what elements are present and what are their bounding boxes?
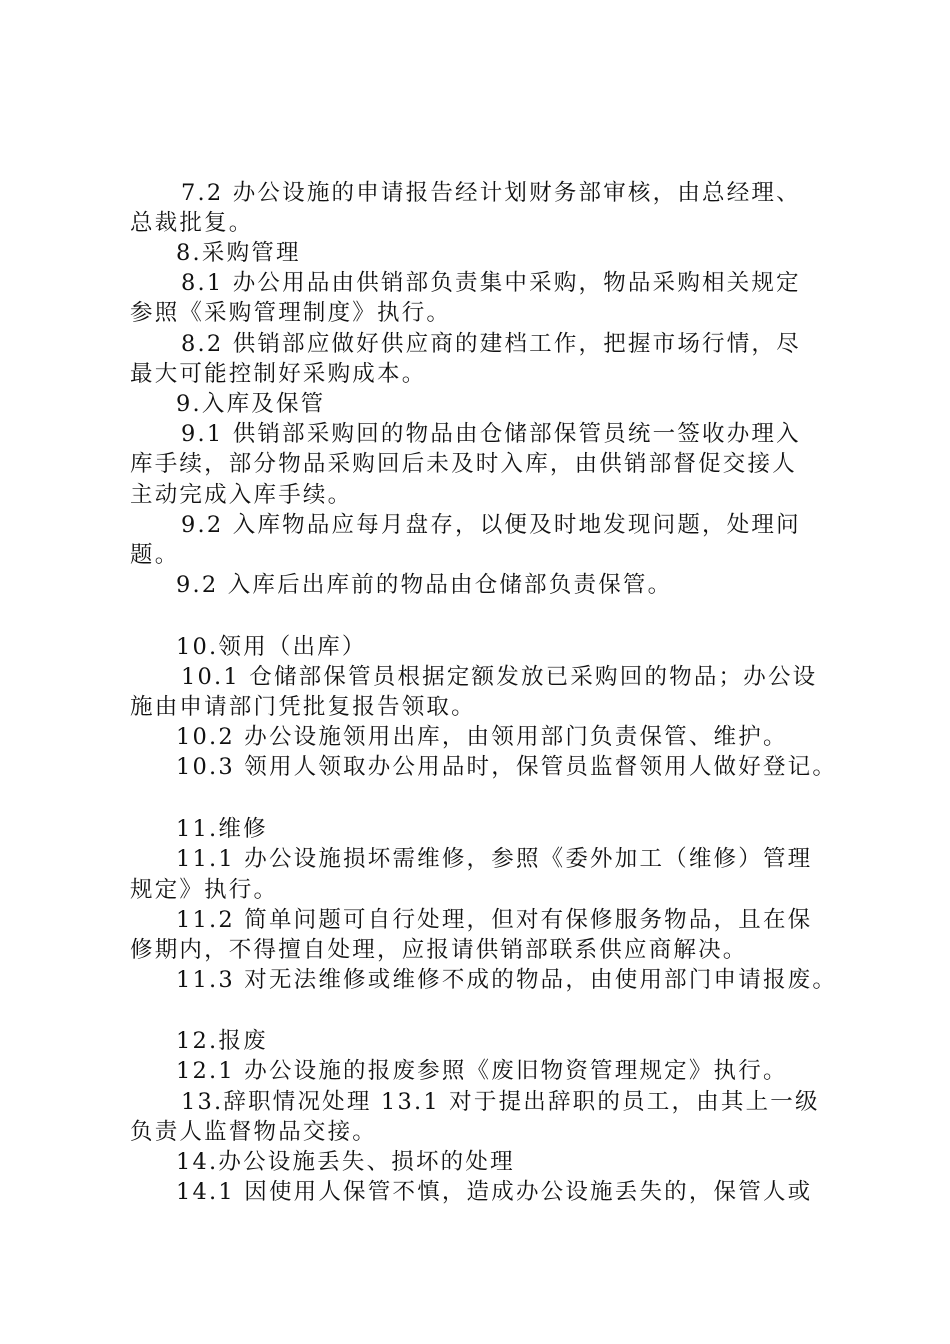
section-heading: 8.采购管理	[176, 240, 301, 266]
text-line: 施由申请部门凭批复报告领取。	[130, 694, 476, 720]
text-line: 12.1 办公设施的报废参照《废旧物资管理规定》执行。	[176, 1058, 788, 1084]
text-line: 9.2 入库物品应每月盘存，以便及时地发现问题，处理问	[181, 512, 801, 538]
text-line: 11.2 简单问题可自行处理，但对有保修服务物品，且在保	[176, 907, 813, 933]
text-line: 7.2 办公设施的申请报告经计划财务部审核，由总经理、	[181, 180, 801, 206]
text-line: 8.1 办公用品由供销部负责集中采购，物品采购相关规定	[181, 270, 801, 296]
text-line: 负责人监督物品交接。	[130, 1119, 378, 1145]
section-heading: 14.办公设施丢失、损坏的处理	[176, 1149, 515, 1175]
text-line: 14.1 因使用人保管不慎，造成办公设施丢失的，保管人或	[176, 1179, 813, 1205]
text-line: 修期内，不得擅自处理，应报请供销部联系供应商解决。	[130, 937, 748, 963]
text-line: 主动完成入库手续。	[130, 482, 353, 508]
text-line: 11.1 办公设施损坏需维修，参照《委外加工（维修）管理	[176, 846, 813, 872]
section-heading: 11.维修	[176, 816, 268, 842]
text-line: 9.2 入库后出库前的物品由仓储部负责保管。	[176, 572, 673, 598]
text-line: 最大可能控制好采购成本。	[130, 361, 427, 387]
text-line: 总裁批复。	[130, 210, 254, 236]
section-heading: 12.报废	[176, 1028, 268, 1054]
text-line: 10.2 办公设施领用出库，由领用部门负责保管、维护。	[176, 724, 788, 750]
text-line: 库手续，部分物品采购回后未及时入库，由供销部督促交接人	[130, 451, 797, 477]
text-line: 10.3 领用人领取办公用品时，保管员监督领用人做好登记。	[176, 754, 838, 780]
text-line: 参照《采购管理制度》执行。	[130, 300, 452, 326]
text-line: 题。	[130, 542, 180, 568]
text-line: 8.2 供销部应做好供应商的建档工作，把握市场行情，尽	[181, 331, 801, 357]
section-heading: 10.领用（出库）	[176, 634, 367, 660]
text-line: 9.1 供销部采购回的物品由仓储部保管员统一签收办理入	[181, 421, 801, 447]
text-line: 10.1 仓储部保管员根据定额发放已采购回的物品；办公设	[181, 664, 818, 690]
text-line: 13.辞职情况处理 13.1 对于提出辞职的员工，由其上一级	[181, 1089, 820, 1115]
text-line: 规定》执行。	[130, 877, 279, 903]
text-line: 11.3 对无法维修或维修不成的物品，由使用部门申请报废。	[176, 967, 838, 993]
section-heading: 9.入库及保管	[176, 391, 326, 417]
